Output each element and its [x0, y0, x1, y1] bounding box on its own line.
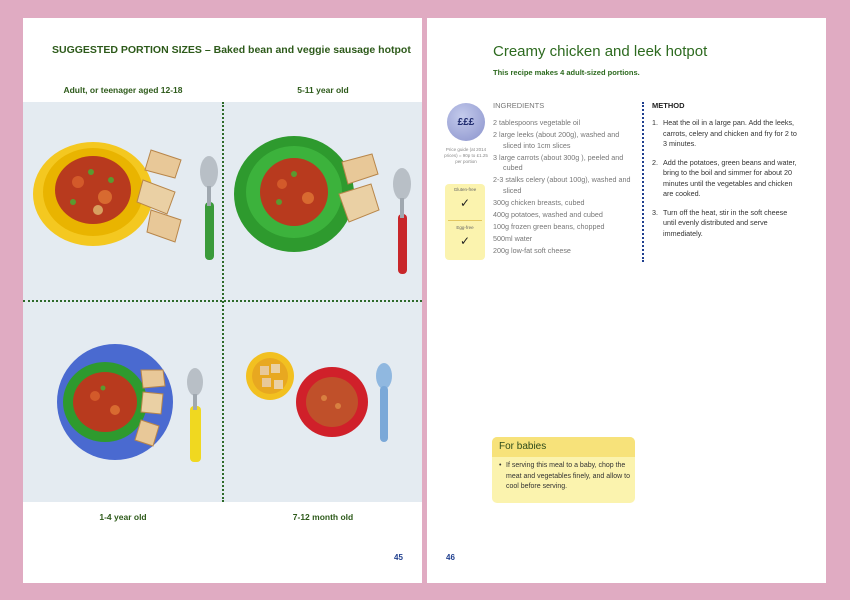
ingredient-item: 400g potatoes, washed and cubed	[493, 209, 603, 219]
child-5-11-portion-photo	[224, 102, 422, 300]
ingredient-item: 3 large carrots (about 300g ), peeled and cubed	[493, 152, 624, 172]
child-1-4-portion-photo	[23, 302, 222, 502]
page-number-left: 45	[394, 553, 403, 562]
label-7-12: 7-12 month old	[292, 512, 354, 522]
for-babies-title: For babies	[499, 441, 547, 452]
method-step	[652, 118, 802, 150]
ingredient-item: 100g frozen green beans, chopped	[493, 221, 605, 231]
method-list	[652, 118, 802, 247]
ingredient-item: 200g low-fat soft cheese	[493, 245, 571, 255]
label-5-11: 5-11 year old	[297, 85, 349, 95]
for-babies-text	[499, 461, 631, 493]
ingredient-item: 300g chicken breasts, cubed	[493, 197, 585, 207]
step-text: Add the potatoes, green beans and water, bring to the boil and simmer for about 20 minutes until the vegetables and chicken are cooked.	[663, 157, 797, 198]
label-adult: Adult, or teenager aged 12-18	[63, 85, 183, 95]
step-number: 1.	[652, 118, 658, 127]
diet-box	[445, 184, 485, 260]
label-1-4: 1-4 year old	[99, 512, 147, 522]
ingredient-item: 2 large leeks (about 200g), washed and sliced into 1cm slices	[493, 130, 620, 150]
step-number: 3.	[652, 207, 658, 217]
baby-7-12-portion-photo	[224, 302, 422, 502]
price-note: Price guide (at 2014 prices) = 90p to £1.25 per portion	[444, 147, 488, 165]
page-number-right: 46	[446, 553, 455, 562]
method-divider	[642, 102, 644, 262]
step-text: Heat the oil in a large pan. Add the leeks, carrots, celery and chicken and fry for 2 to 3 minutes.	[663, 118, 797, 148]
method-step	[652, 158, 802, 200]
adult-portion-photo	[23, 102, 222, 300]
method-step	[652, 208, 802, 240]
ingredient-item: 2 tablespoons vegetable oil	[493, 118, 581, 127]
ingredient-item: 500ml water	[493, 233, 533, 243]
for-babies-body: If serving this meal to a baby, chop the meat and vegetables finely, and allow to cool before serving.	[506, 462, 631, 490]
ingredients-heading: INGREDIENTS	[493, 101, 545, 110]
egg-free-label: Egg-free	[456, 225, 474, 230]
ingredients-list	[493, 118, 635, 258]
left-page	[23, 18, 422, 583]
grid-vertical-divider	[222, 102, 224, 502]
gluten-free-label: Gluten-free	[453, 187, 477, 192]
grid-horizontal-divider	[23, 300, 422, 302]
for-babies-box	[492, 437, 635, 503]
step-text: Turn off the heat, stir in the soft cheese until evenly distributed and serve immediately.	[663, 207, 788, 238]
bullet-icon: •	[499, 462, 502, 469]
check-icon: ✓	[459, 196, 471, 210]
step-number: 2.	[652, 157, 658, 167]
price-badge: £££	[447, 103, 485, 141]
method-heading: METHOD	[652, 101, 685, 110]
right-page	[427, 18, 826, 583]
check-icon: ✓	[459, 234, 471, 248]
recipe-subtitle: This recipe makes 4 adult-sized portions.	[493, 68, 640, 77]
recipe-title: Creamy chicken and leek hotpot	[493, 43, 708, 60]
ingredient-item: 2-3 stalks celery (about 100g), washed and sliced	[493, 175, 631, 195]
portion-sizes-title: SUGGESTED PORTION SIZES – Baked bean and veggie sausage hotpot	[52, 44, 411, 56]
portion-photo-grid	[23, 102, 422, 502]
diet-divider	[448, 220, 482, 221]
